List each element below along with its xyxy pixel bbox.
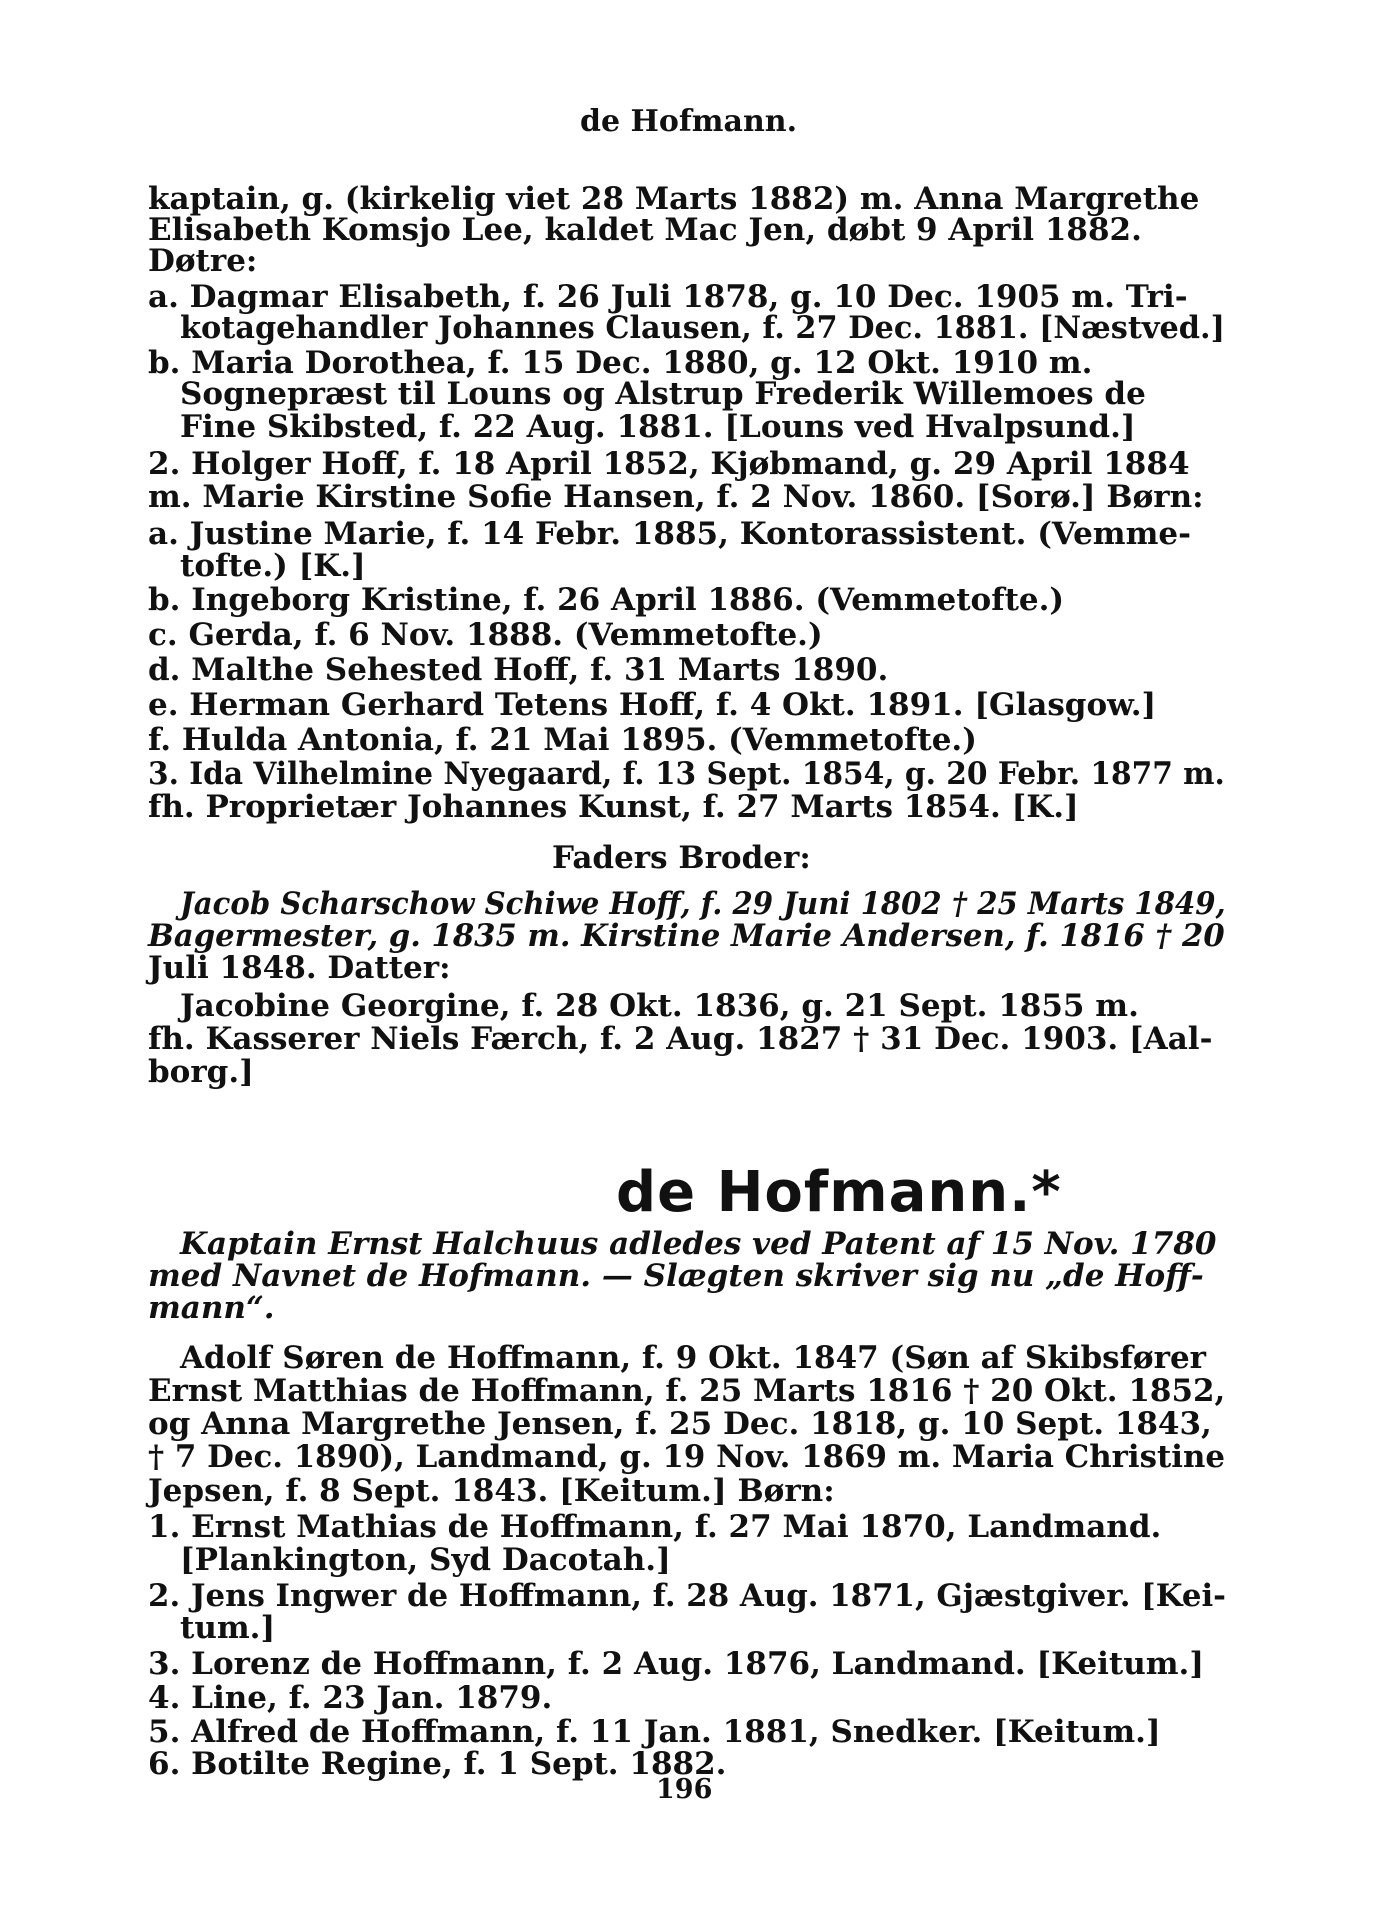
- text-line: d. Malthe Sehested Hoff, f. 31 Marts 1890.: [148, 652, 889, 688]
- text-line: b. Ingeborg Kristine, f. 26 April 1886. (Vemmetofte.): [148, 582, 1065, 618]
- text-line: 6. Botilte Regine, f. 1 Sept. 1882.: [148, 1746, 727, 1782]
- text-line: Ernst Matthias de Hoffmann, f. 25 Marts 1816 † 20 Okt. 1852,: [148, 1373, 1226, 1409]
- text-line: mann“.: [148, 1290, 275, 1326]
- text-line: fh. Proprietær Johannes Kunst, f. 27 Marts 1854. [K.]: [148, 789, 1079, 825]
- text-line: tofte.) [K.]: [180, 548, 366, 584]
- text-line: borg.]: [148, 1054, 254, 1090]
- running-head: de Hofmann.: [580, 104, 798, 139]
- text-line: med Navnet de Hofmann. — Slægten skriver sig nu „de Hoff-: [148, 1258, 1204, 1294]
- text-line: 2. Jens Ingwer de Hoffmann, f. 28 Aug. 1871, Gjæstgiver. [Kei-: [148, 1578, 1226, 1614]
- section-heading: Faders Broder:: [552, 840, 811, 876]
- text-line: 3. Ida Vilhelmine Nyegaard, f. 13 Sept. 1854, g. 20 Febr. 1877 m.: [148, 756, 1225, 792]
- text-line: Fine Skibsted, f. 22 Aug. 1881. [Louns ved Hvalpsund.]: [180, 409, 1136, 445]
- text-line: a. Justine Marie, f. 14 Febr. 1885, Kontorassistent. (Vemme-: [148, 516, 1191, 552]
- text-line: Døtre:: [148, 243, 258, 279]
- text-line: a. Dagmar Elisabeth, f. 26 Juli 1878, g. 10 Dec. 1905 m. Tri-: [148, 279, 1188, 315]
- text-line: [Plankington, Syd Dacotah.]: [180, 1542, 671, 1578]
- section-title: de Hofmann.*: [616, 1160, 1062, 1225]
- text-line: Elisabeth Komsjo Lee, kaldet Mac Jen, døbt 9 April 1882.: [148, 212, 1142, 248]
- text-line: Jepsen, f. 8 Sept. 1843. [Keitum.] Børn:: [148, 1473, 835, 1509]
- text-line: kotagehandler Johannes Clausen, f. 27 Dec. 1881. [Næstved.]: [180, 310, 1225, 346]
- page-number: 196: [656, 1774, 713, 1805]
- text-line: f. Hulda Antonia, f. 21 Mai 1895. (Vemmetofte.): [148, 722, 977, 758]
- text-line: 3. Lorenz de Hoffmann, f. 2 Aug. 1876, Landmand. [Keitum.]: [148, 1646, 1204, 1682]
- text-line: Kaptain Ernst Halchuus adledes ved Patent af 15 Nov. 1780: [180, 1226, 1217, 1262]
- text-line: Adolf Søren de Hoffmann, f. 9 Okt. 1847 (Søn af Skibsfører: [180, 1340, 1206, 1376]
- text-line: kaptain, g. (kirkelig viet 28 Marts 1882) m. Anna Margrethe: [148, 181, 1200, 217]
- text-line: tum.]: [180, 1610, 276, 1646]
- text-line: 5. Alfred de Hoffmann, f. 11 Jan. 1881, Snedker. [Keitum.]: [148, 1714, 1161, 1750]
- text-line: c. Gerda, f. 6 Nov. 1888. (Vemmetofte.): [148, 617, 823, 653]
- text-line: † 7 Dec. 1890), Landmand, g. 19 Nov. 1869 m. Maria Christine: [148, 1439, 1226, 1475]
- text-line: Jacobine Georgine, f. 28 Okt. 1836, g. 21 Sept. 1855 m.: [180, 988, 1139, 1024]
- text-line: Sognepræst til Louns og Alstrup Frederik Willemoes de: [180, 376, 1146, 412]
- text-line: b. Maria Dorothea, f. 15 Dec. 1880, g. 12 Okt. 1910 m.: [148, 345, 1093, 381]
- text-line: Juli 1848. Datter:: [148, 950, 451, 986]
- text-line: 4. Line, f. 23 Jan. 1879.: [148, 1680, 553, 1716]
- text-line: fh. Kasserer Niels Færch, f. 2 Aug. 1827 † 31 Dec. 1903. [Aal-: [148, 1021, 1213, 1057]
- text-line: m. Marie Kirstine Sofie Hansen, f. 2 Nov. 1860. [Sorø.] Børn:: [148, 479, 1204, 515]
- text-line: Bagermester, g. 1835 m. Kirstine Marie Andersen, f. 1816 † 20: [148, 918, 1225, 954]
- text-line: e. Herman Gerhard Tetens Hoff, f. 4 Okt. 1891. [Glasgow.]: [148, 687, 1157, 723]
- text-line: og Anna Margrethe Jensen, f. 25 Dec. 1818, g. 10 Sept. 1843,: [148, 1406, 1212, 1442]
- text-line: 2. Holger Hoff, f. 18 April 1852, Kjøbmand, g. 29 April 1884: [148, 446, 1190, 482]
- text-line: 1. Ernst Mathias de Hoffmann, f. 27 Mai 1870, Landmand.: [148, 1509, 1162, 1545]
- text-line: Jacob Scharschow Schiwe Hoff, f. 29 Juni 1802 † 25 Marts 1849,: [180, 886, 1226, 922]
